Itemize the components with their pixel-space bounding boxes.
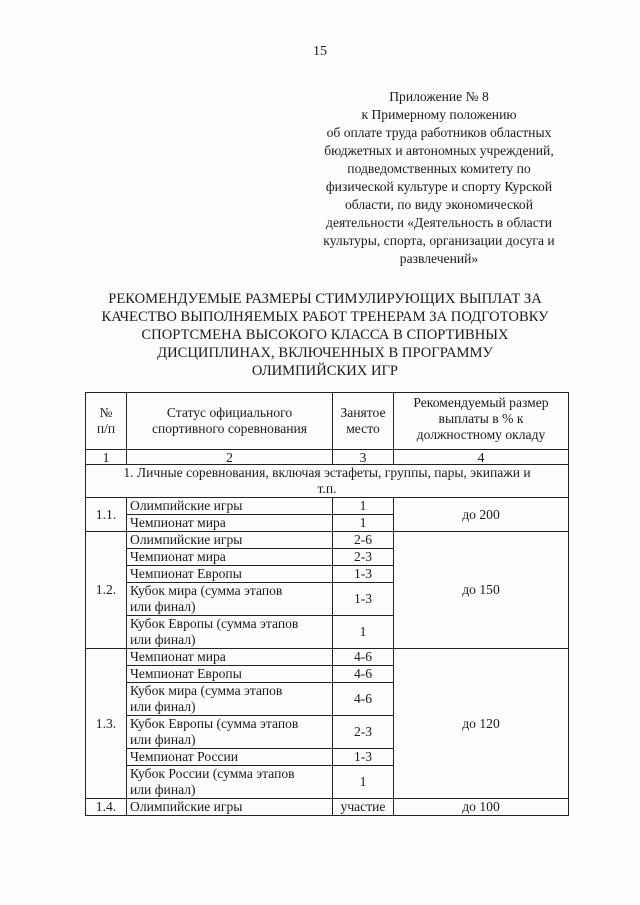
competition-status-line: Кубок России (сумма этапов: [130, 766, 295, 781]
competition-status: [127, 616, 333, 649]
place-taken: 4-6: [333, 649, 394, 666]
competition-status-line: Кубок Европы (сумма этапов: [130, 716, 299, 731]
header-payment: [394, 393, 569, 450]
title-line: СПОРТСМЕНА ВЫСОКОГО КЛАССА В СПОРТИВНЫХ: [141, 327, 509, 343]
row-number: 1.2.: [86, 532, 127, 649]
place-taken: 1: [333, 515, 394, 532]
competition-status-line: Чемпионат мира: [130, 549, 226, 564]
header-payment-line: Рекомендуемый размер: [413, 395, 549, 410]
place-taken: 2-3: [333, 716, 394, 749]
place-taken: 2-3: [333, 549, 394, 566]
section-title-line: т.п.: [317, 481, 337, 496]
header-row: [86, 393, 569, 450]
section-title-line: 1. Личные соревнования, включая эстафеты, группы, пары, экипажи и: [123, 465, 531, 480]
place-taken: 2-6: [333, 532, 394, 549]
header-number-line: №: [99, 405, 113, 420]
appendix-line: бюджетных и автономных учреждений,: [324, 143, 554, 158]
appendix-line: области, по виду экономической: [345, 197, 533, 212]
table-row: [86, 532, 569, 549]
competition-status-line: или финал): [130, 599, 196, 614]
title-line: ОЛИМПИЙСКИХ ИГР: [251, 363, 399, 379]
payment-percent: до 200: [394, 498, 569, 532]
competition-status-line: Олимпийские игры: [130, 532, 243, 547]
competition-status-line: Чемпионат Европы: [130, 666, 242, 681]
place-taken: 1: [333, 766, 394, 799]
row-number: 1.4.: [86, 799, 127, 816]
appendix-line: развлечений»: [399, 251, 479, 266]
header-number: [86, 393, 127, 450]
title-line: РЕКОМЕНДУЕМЫЕ РАЗМЕРЫ СТИМУЛИРУЮЩИХ ВЫПЛАТ ЗА: [108, 291, 542, 307]
section-title: [86, 465, 569, 498]
table-row: [86, 649, 569, 666]
header-payment-line: выплаты в % к: [438, 411, 524, 426]
competition-status: [127, 549, 333, 566]
competition-status: [127, 498, 333, 515]
competition-status-line: Чемпионат Европы: [130, 566, 242, 581]
competition-status: [127, 716, 333, 749]
place-taken: 1-3: [333, 566, 394, 583]
header-status: [127, 393, 333, 450]
header-payment-line: должностному окладу: [416, 427, 546, 442]
table-row: [86, 799, 569, 816]
appendix-block: [300, 88, 578, 268]
competition-status-line: Кубок мира (сумма этапов: [130, 583, 283, 598]
title-line: КАЧЕСТВО ВЫПОЛНЯЕМЫХ РАБОТ ТРЕНЕРАМ ЗА ПОДГОТОВКУ: [101, 309, 549, 325]
place-taken: 1-3: [333, 583, 394, 616]
payments-table: [85, 392, 569, 816]
header-status-line: спортивного соревнования: [151, 421, 308, 436]
row-number: 1.3.: [86, 649, 127, 799]
competition-status-line: или финал): [130, 632, 196, 647]
competition-status-line: или финал): [130, 732, 196, 747]
section-row: [86, 465, 569, 498]
competition-status: [127, 583, 333, 616]
column-number: 2: [127, 450, 333, 465]
appendix-line: культуры, спорта, организации досуга и: [323, 233, 555, 248]
competition-status: [127, 666, 333, 683]
competition-status-line: Кубок мира (сумма этапов: [130, 683, 283, 698]
competition-status: [127, 649, 333, 666]
place-taken: 1: [333, 616, 394, 649]
competition-status: [127, 515, 333, 532]
place-taken: 1: [333, 498, 394, 515]
title-line: ДИСЦИПЛИНАХ, ВКЛЮЧЕННЫХ В ПРОГРАММУ: [157, 345, 493, 361]
competition-status-line: или финал): [130, 699, 196, 714]
document-title: [70, 290, 580, 380]
header-place-line: место: [346, 421, 380, 436]
column-number: 3: [333, 450, 394, 465]
header-number-line: п/п: [96, 421, 116, 436]
appendix-line: деятельности «Деятельность в области: [326, 215, 552, 230]
appendix-line: к Примерному положению: [361, 107, 517, 122]
table-row: [86, 498, 569, 515]
competition-status-line: Чемпионат мира: [130, 649, 226, 664]
appendix-line: об оплате труда работников областных: [326, 125, 552, 140]
column-number: 1: [86, 450, 127, 465]
competition-status-line: Чемпионат мира: [130, 515, 226, 530]
competition-status: [127, 566, 333, 583]
competition-status-line: Кубок Европы (сумма этапов: [130, 616, 299, 631]
competition-status-line: Олимпийские игры: [130, 498, 243, 513]
row-number: 1.1.: [86, 498, 127, 532]
competition-status-line: Чемпионат России: [130, 749, 239, 764]
payment-percent: до 120: [394, 649, 569, 799]
competition-status: [127, 799, 333, 816]
place-taken: участие: [333, 799, 394, 816]
page-number: 15: [313, 44, 327, 59]
place-taken: 4-6: [333, 683, 394, 716]
competition-status: [127, 532, 333, 549]
appendix-line: физической культуре и спорту Курской: [325, 179, 553, 194]
competition-status: [127, 683, 333, 716]
header-place-line: Занятое: [340, 405, 386, 420]
appendix-line: Приложение № 8: [389, 89, 489, 104]
competition-status-line: или финал): [130, 782, 196, 797]
payment-percent: до 100: [394, 799, 569, 816]
place-taken: 4-6: [333, 666, 394, 683]
place-taken: 1-3: [333, 749, 394, 766]
competition-status: [127, 749, 333, 766]
header-place: [333, 393, 394, 450]
payment-percent: до 150: [394, 532, 569, 649]
header-status-line: Статус официального: [166, 405, 293, 420]
competition-status: [127, 766, 333, 799]
column-numbers-row: [86, 450, 569, 465]
column-number: 4: [394, 450, 569, 465]
appendix-line: подведомственных комитету по: [347, 161, 531, 176]
competition-status-line: Олимпийские игры: [130, 799, 243, 814]
